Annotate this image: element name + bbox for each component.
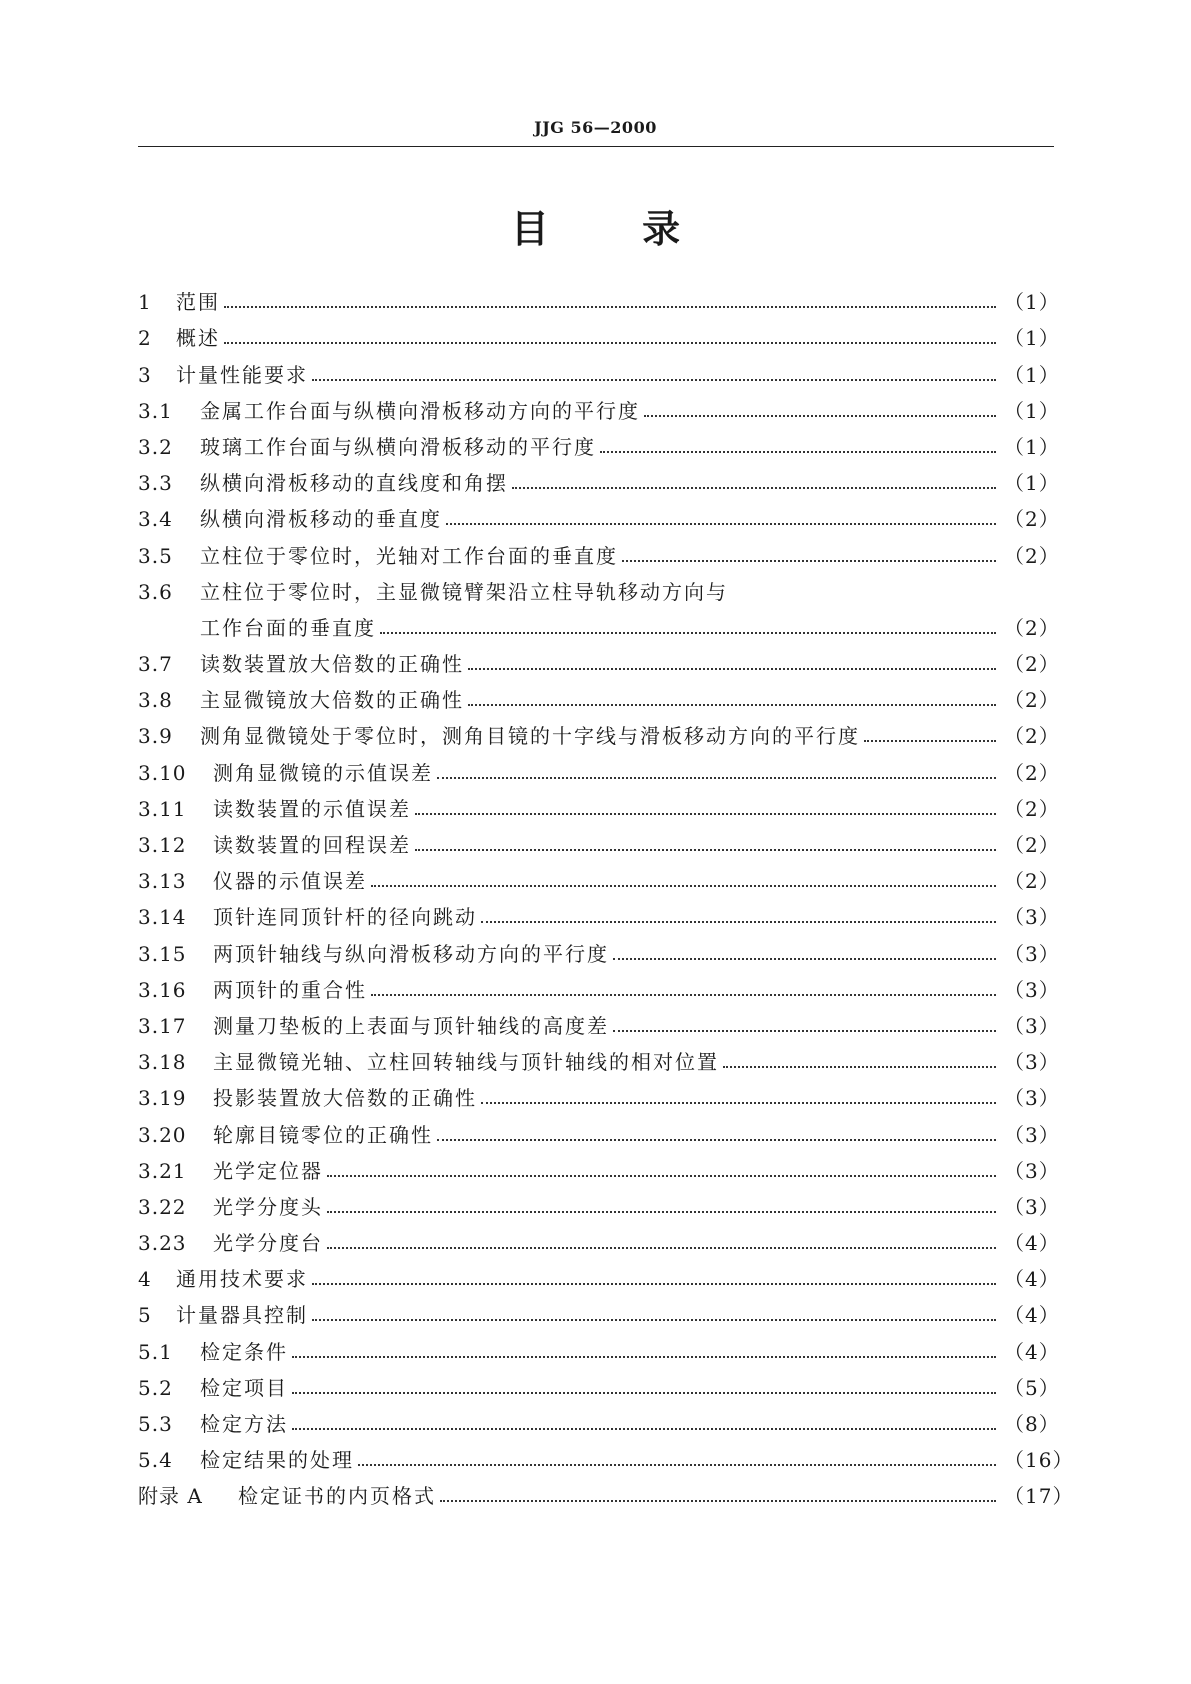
- toc-page-number: （2）: [1004, 543, 1060, 568]
- toc-entry[interactable]: [138, 1400, 1060, 1436]
- toc-entry-number: 3.11: [138, 796, 187, 821]
- toc-entry[interactable]: [138, 640, 1060, 677]
- toc-entry[interactable]: [138, 712, 1060, 749]
- toc-page-number: （2）: [1004, 615, 1060, 640]
- toc-entry-number: 3.2: [138, 434, 173, 459]
- toc-page-number: （2）: [1004, 724, 1060, 749]
- toc-entry-number: 5.3: [138, 1412, 173, 1436]
- toc-entry[interactable]: [138, 1436, 1074, 1473]
- toc-leader-dots: [371, 994, 996, 996]
- toc-entry[interactable]: [138, 314, 1060, 351]
- toc-entry[interactable]: [138, 1291, 1060, 1328]
- toc-page-number: （3）: [1004, 1086, 1060, 1111]
- toc-page-number: （3）: [1004, 905, 1060, 930]
- toc-entry-number: 3.4: [138, 507, 173, 532]
- toc-entry[interactable]: [138, 1255, 1060, 1292]
- toc-entry[interactable]: [138, 423, 1060, 459]
- toc-entry-label: 光学定位器: [213, 1158, 323, 1183]
- toc-entry[interactable]: [138, 1147, 1060, 1183]
- toc-entry-label: 测量刀垫板的上表面与顶针轴线的高度差: [213, 1013, 609, 1038]
- toc-entry[interactable]: [138, 929, 1060, 966]
- toc-entry[interactable]: [138, 1327, 1060, 1364]
- toc-entry-number: 附录 A: [138, 1484, 203, 1509]
- toc-entry-label: 范围: [176, 290, 220, 315]
- toc-page-number: （2）: [1004, 833, 1060, 857]
- toc-leader-dots: [437, 1139, 996, 1141]
- toc-entry[interactable]: [138, 350, 1060, 387]
- toc-entry-label: 轮廓目镜零位的正确性: [213, 1122, 433, 1147]
- toc-entry[interactable]: [138, 785, 1060, 821]
- toc-page-number: （1）: [1004, 290, 1060, 315]
- toc-page-number: （3）: [1004, 1158, 1060, 1183]
- toc-entry-number: 3.6: [138, 579, 173, 604]
- toc-entry-number: 3.15: [138, 941, 187, 966]
- toc-page-number: （5）: [1004, 1375, 1060, 1400]
- toc-entry-label: 纵横向滑板移动的垂直度: [200, 507, 442, 532]
- toc-page-number: （3）: [1004, 1194, 1060, 1219]
- toc-entry-number: 3.21: [138, 1158, 187, 1183]
- toc-entry-number: 3.20: [138, 1122, 187, 1147]
- toc-page-number: （2）: [1004, 869, 1060, 894]
- toc-entry-label: 读数装置放大倍数的正确性: [200, 652, 464, 677]
- toc-page-number: （8）: [1004, 1412, 1060, 1436]
- toc-entry-label: 检定项目: [200, 1375, 288, 1400]
- toc-entry-label: 立柱位于零位时，主显微镜臂架沿立柱导轨移动方向与: [200, 579, 728, 604]
- toc-leader-dots: [358, 1464, 996, 1466]
- toc-entry[interactable]: [138, 676, 1060, 713]
- toc-leader-dots: [644, 415, 996, 417]
- toc-page-number: （1）: [1004, 326, 1060, 351]
- toc-leader-dots: [864, 740, 996, 742]
- toc-entry-label: 检定证书的内页格式: [238, 1484, 436, 1509]
- toc-entry[interactable]: [138, 1219, 1060, 1256]
- toc-page-number: （1）: [1004, 471, 1060, 496]
- toc-leader-dots: [371, 885, 996, 887]
- toc-entry-label: 光学分度头: [213, 1194, 323, 1219]
- toc-entry-label: 两顶针轴线与纵向滑板移动方向的平行度: [213, 941, 609, 966]
- toc-entry-number: 3.14: [138, 905, 187, 930]
- toc-entry-label: 顶针连同顶针杆的径向跳动: [213, 905, 477, 930]
- toc-entry[interactable]: [138, 1074, 1060, 1111]
- toc-page-number: （2）: [1004, 507, 1060, 532]
- toc-entry-number: 3.9: [138, 724, 173, 749]
- toc-entry[interactable]: [138, 857, 1060, 894]
- toc-entry-number: 3.1: [138, 398, 173, 423]
- toc-page-number: （4）: [1004, 1267, 1060, 1292]
- toc-entry-number: 3.22: [138, 1194, 187, 1219]
- toc-leader-dots: [224, 306, 996, 308]
- toc-entry-number: 5.4: [138, 1448, 173, 1473]
- toc-page-number: （1）: [1004, 434, 1060, 459]
- toc-entry-number: 3.16: [138, 977, 187, 1002]
- toc-entry-label: 主显微镜放大倍数的正确性: [200, 688, 464, 713]
- toc-entry-label: 光学分度台: [213, 1231, 323, 1256]
- toc-page-number: （17）: [1004, 1484, 1074, 1509]
- toc-entry-number: 3.7: [138, 652, 173, 677]
- toc-page-number: （3）: [1004, 1122, 1060, 1147]
- toc-entry-label: 工作台面的垂直度: [200, 615, 376, 640]
- toc-entry-number: 3.17: [138, 1013, 187, 1038]
- toc-entry-label: 测角显微镜处于零位时，测角目镜的十字线与滑板移动方向的平行度: [200, 724, 860, 749]
- toc-entry-number: 3.13: [138, 869, 187, 894]
- toc-leader-dots: [613, 958, 996, 960]
- toc-entry-number: 4: [138, 1267, 152, 1292]
- toc-page-number: （1）: [1004, 398, 1060, 423]
- toc-entry-number: 3: [138, 362, 152, 387]
- toc-entry-label: 投影装置放大倍数的正确性: [213, 1086, 477, 1111]
- toc-page-number: （3）: [1004, 1013, 1060, 1038]
- toc-entry-number: 3.10: [138, 760, 187, 785]
- toc-leader-dots: [723, 1066, 996, 1068]
- toc-leader-dots: [292, 1356, 996, 1358]
- toc-entry-label: 立柱位于零位时，光轴对工作台面的垂直度: [200, 543, 618, 568]
- toc-entry[interactable]: [138, 495, 1060, 532]
- toc-entry[interactable]: [138, 387, 1060, 423]
- toc-leader-dots: [224, 342, 996, 344]
- toc-page-number: （3）: [1004, 977, 1060, 1002]
- toc-entry[interactable]: [138, 893, 1060, 930]
- toc-entry-label: 测角显微镜的示值误差: [213, 760, 433, 785]
- toc-page-number: （16）: [1004, 1448, 1074, 1473]
- toc-leader-dots: [600, 451, 996, 453]
- toc-entry[interactable]: [138, 1110, 1060, 1147]
- toc-leader-dots: [327, 1175, 996, 1177]
- toc-entry-label: 读数装置的回程误差: [213, 833, 411, 857]
- toc-leader-dots: [312, 379, 996, 381]
- toc-entry[interactable]: [138, 821, 1060, 857]
- toc-leader-dots: [312, 1319, 996, 1321]
- toc-leader-dots: [481, 1102, 996, 1104]
- toc-entry[interactable]: [138, 1472, 1074, 1509]
- standard-code: JJG 56—2000: [534, 118, 657, 137]
- toc-entry[interactable]: [138, 459, 1060, 496]
- toc-entry-label: 计量器具控制: [176, 1303, 308, 1328]
- toc-leader-dots: [440, 1500, 996, 1502]
- toc-entry-label: 金属工作台面与纵横向滑板移动方向的平行度: [200, 398, 640, 423]
- toc-page-number: （3）: [1004, 941, 1060, 966]
- toc-entry-number: 3.23: [138, 1231, 187, 1256]
- toc-entry-label: 通用技术要求: [176, 1267, 308, 1292]
- toc-leader-dots: [292, 1392, 996, 1394]
- toc-leader-dots: [613, 1030, 996, 1032]
- toc-entry-number: 3.18: [138, 1050, 187, 1075]
- toc-entry-label: 检定结果的处理: [200, 1448, 354, 1473]
- toc-entry[interactable]: [138, 748, 1060, 785]
- toc-entry-label: 纵横向滑板移动的直线度和角摆: [200, 471, 508, 496]
- toc-leader-dots: [468, 704, 996, 706]
- toc-entry[interactable]: [138, 604, 1060, 640]
- toc-leader-dots: [327, 1211, 996, 1213]
- toc-page-number: （4）: [1004, 1303, 1060, 1328]
- toc-entry-label: 主显微镜光轴、立柱回转轴线与顶针轴线的相对位置: [213, 1050, 719, 1075]
- toc-entry-label: 概述: [176, 326, 220, 351]
- toc-entry-number: 5.1: [138, 1339, 173, 1364]
- toc-entry[interactable]: [138, 966, 1060, 1002]
- table-of-contents: [138, 278, 1074, 1509]
- toc-entry-number: 3.5: [138, 543, 173, 568]
- toc-entry[interactable]: [138, 1183, 1060, 1219]
- toc-entry[interactable]: [138, 278, 1060, 315]
- toc-leader-dots: [481, 921, 996, 923]
- toc-leader-dots: [437, 777, 996, 779]
- toc-entry-number: 5: [138, 1303, 152, 1328]
- toc-entry[interactable]: [138, 1038, 1060, 1075]
- toc-page-number: （1）: [1004, 362, 1060, 387]
- toc-entry-number: 3.3: [138, 471, 173, 496]
- toc-entry-label: 检定方法: [200, 1412, 288, 1436]
- toc-entry-number: 2: [138, 326, 152, 351]
- toc-leader-dots: [468, 668, 996, 670]
- toc-page-number: （2）: [1004, 688, 1060, 713]
- toc-page-number: （2）: [1004, 652, 1060, 677]
- toc-entry[interactable]: [138, 1364, 1060, 1400]
- toc-entry-label: 检定条件: [200, 1339, 288, 1364]
- toc-entry-label: 仪器的示值误差: [213, 869, 367, 894]
- toc-leader-dots: [512, 487, 996, 489]
- toc-entry[interactable]: [138, 531, 1060, 568]
- toc-entry-number: 3.8: [138, 688, 173, 713]
- toc-leader-dots: [446, 523, 996, 525]
- header-divider: [138, 146, 1054, 147]
- toc-leader-dots: [415, 849, 996, 851]
- toc-entry-number: 5.2: [138, 1375, 173, 1400]
- toc-leader-dots: [312, 1283, 996, 1285]
- toc-leader-dots: [415, 813, 996, 815]
- toc-entry-number: 1: [138, 290, 152, 315]
- toc-entry-number: 3.12: [138, 833, 187, 857]
- toc-leader-dots: [380, 632, 996, 634]
- toc-entry-label: 计量性能要求: [176, 362, 308, 387]
- toc-leader-dots: [327, 1247, 996, 1249]
- toc-entry-label: 两顶针的重合性: [213, 977, 367, 1002]
- toc-page-number: （2）: [1004, 796, 1060, 821]
- toc-entry-label: 读数装置的示值误差: [213, 796, 411, 821]
- page-title: 目 录: [510, 207, 681, 251]
- toc-entry-label: 玻璃工作台面与纵横向滑板移动的平行度: [200, 434, 596, 459]
- toc-leader-dots: [622, 560, 996, 562]
- toc-page-number: （4）: [1004, 1339, 1060, 1364]
- toc-leader-dots: [292, 1428, 996, 1430]
- toc-page-number: （3）: [1004, 1050, 1060, 1075]
- toc-page-number: （2）: [1004, 760, 1060, 785]
- toc-page-number: （4）: [1004, 1231, 1060, 1256]
- toc-entry[interactable]: [138, 1002, 1060, 1038]
- toc-entry-number: 3.19: [138, 1086, 187, 1111]
- toc-entry[interactable]: [138, 568, 1054, 604]
